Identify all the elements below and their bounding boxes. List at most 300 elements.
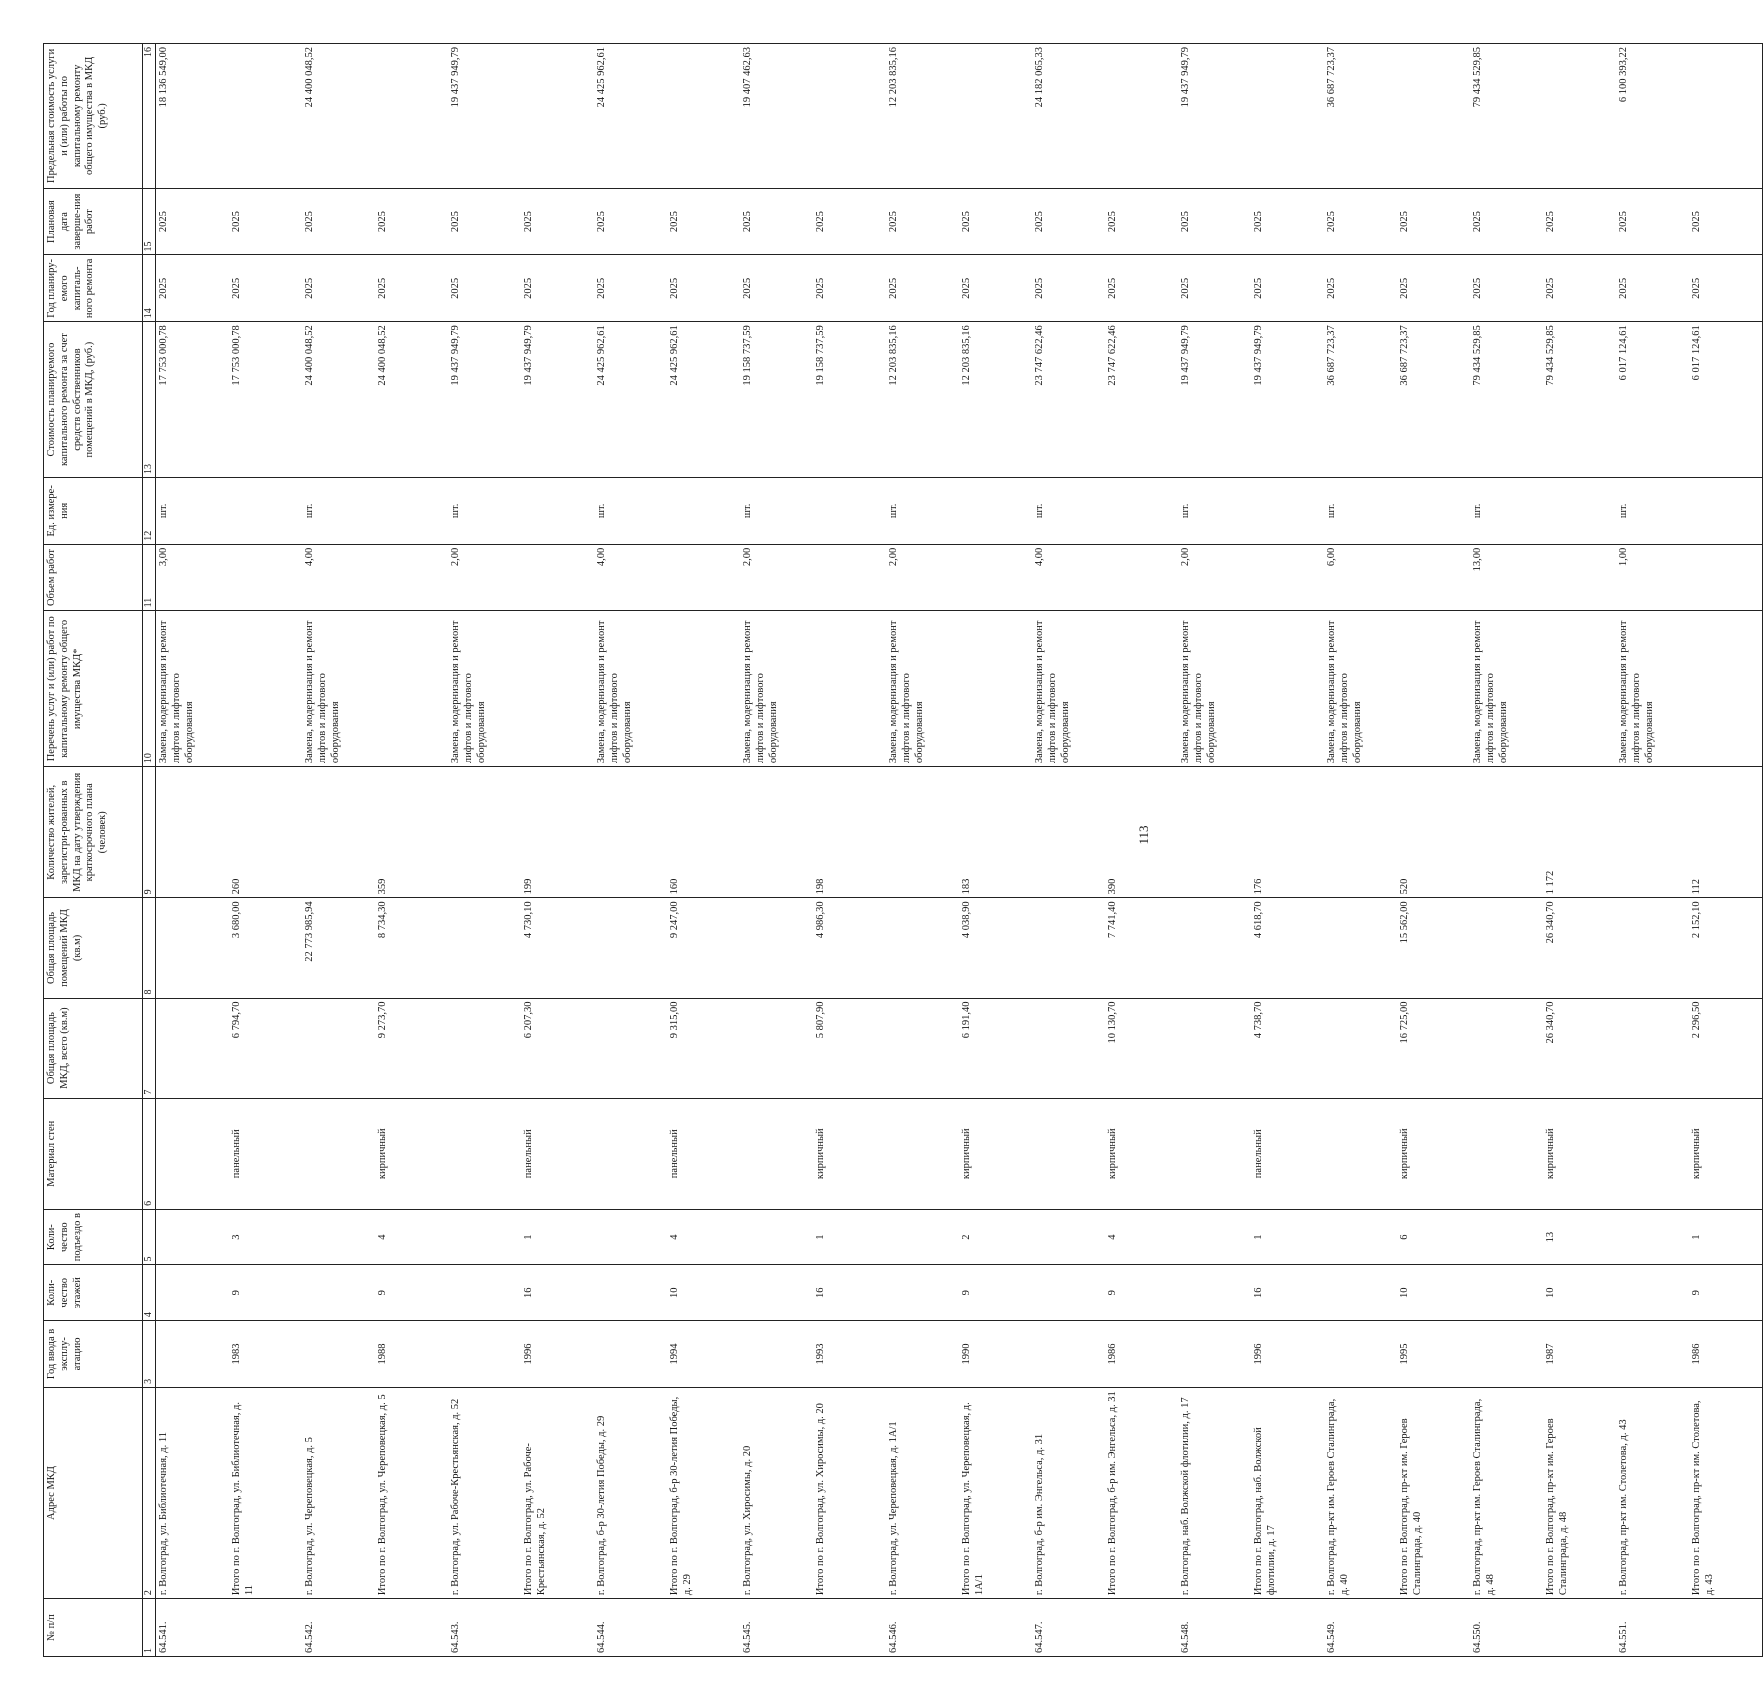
work-volume-cell bbox=[667, 544, 740, 611]
unit-cell: шт. bbox=[1324, 477, 1397, 544]
limit-cost-cell: 36 687 723,37 bbox=[1324, 44, 1397, 189]
cost-cell: 19 437 949,79 bbox=[521, 322, 594, 478]
entrances-cell: 1 bbox=[1251, 1209, 1324, 1265]
residents-cell: 112 bbox=[1689, 767, 1763, 898]
row-number bbox=[667, 1599, 740, 1657]
column-header: Коли-чество подъездо в bbox=[44, 1209, 143, 1265]
rooms-area-cell bbox=[1032, 898, 1105, 998]
limit-cost-cell bbox=[521, 44, 594, 189]
residents-cell bbox=[302, 767, 375, 898]
limit-cost-cell bbox=[1543, 44, 1616, 189]
address-cell: г. Волгоград, б-р 30-летия Победы, д. 29 bbox=[594, 1387, 667, 1598]
entrances-cell bbox=[1032, 1209, 1105, 1265]
floors-cell bbox=[1470, 1265, 1543, 1321]
rooms-area-cell bbox=[1178, 898, 1251, 998]
rooms-area-cell: 7 741,40 bbox=[1105, 898, 1178, 998]
row-number: 64.544. bbox=[594, 1599, 667, 1657]
address-cell: г. Волгоград, наб. Волжской флотилии, д. 17 bbox=[1178, 1387, 1251, 1598]
column-number: 9 bbox=[143, 767, 156, 898]
unit-cell bbox=[813, 477, 886, 544]
limit-cost-cell: 19 437 949,79 bbox=[448, 44, 521, 189]
residents-cell: 1 172 bbox=[1543, 767, 1616, 898]
wall-material-cell: кирпичный bbox=[1397, 1098, 1470, 1209]
works-list-cell bbox=[375, 611, 448, 767]
table-row bbox=[375, 44, 448, 1657]
rooms-area-cell bbox=[448, 898, 521, 998]
limit-cost-cell bbox=[1689, 44, 1763, 189]
address-cell: Итого по г. Волгоград, ул. Рабоче-Крестьянская, д. 52 bbox=[521, 1387, 594, 1598]
wall-material-cell: кирпичный bbox=[1105, 1098, 1178, 1209]
column-header: Ед. измере-ния bbox=[44, 477, 143, 544]
limit-cost-cell bbox=[1397, 44, 1470, 189]
floors-cell: 16 bbox=[813, 1265, 886, 1321]
entrances-cell bbox=[1324, 1209, 1397, 1265]
work-volume-cell: 2,00 bbox=[886, 544, 959, 611]
limit-cost-cell: 19 437 949,79 bbox=[1178, 44, 1251, 189]
end-year-cell: 2025 bbox=[959, 188, 1032, 255]
address-cell: Итого по г. Волгоград, наб. Волжской флотилии, д. 17 bbox=[1251, 1387, 1324, 1598]
entrances-cell bbox=[1470, 1209, 1543, 1265]
limit-cost-cell: 19 407 462,63 bbox=[740, 44, 813, 189]
column-number: 15 bbox=[143, 188, 156, 255]
floors-cell: 10 bbox=[667, 1265, 740, 1321]
address-cell: Итого по г. Волгоград, ул. Череповецкая, д. 1А/1 bbox=[959, 1387, 1032, 1598]
total-area-cell: 6 794,70 bbox=[229, 998, 302, 1098]
table-row bbox=[156, 44, 230, 1657]
end-year-cell: 2025 bbox=[1689, 188, 1763, 255]
limit-cost-cell: 6 100 393,22 bbox=[1616, 44, 1689, 189]
cost-cell: 24 400 048,52 bbox=[375, 322, 448, 478]
entrances-cell bbox=[594, 1209, 667, 1265]
residents-cell bbox=[448, 767, 521, 898]
cost-cell: 6 017 124,61 bbox=[1616, 322, 1689, 478]
table-row bbox=[1032, 44, 1105, 1657]
column-number: 13 bbox=[143, 322, 156, 478]
floors-cell bbox=[1178, 1265, 1251, 1321]
table-row bbox=[740, 44, 813, 1657]
address-cell: Итого по г. Волгоград, ул. Хиросимы, д. 20 bbox=[813, 1387, 886, 1598]
unit-cell: шт. bbox=[1470, 477, 1543, 544]
total-area-cell bbox=[1616, 998, 1689, 1098]
table-row bbox=[1543, 44, 1616, 1657]
work-volume-cell bbox=[229, 544, 302, 611]
wall-material-cell: кирпичный bbox=[1543, 1098, 1616, 1209]
rooms-area-cell bbox=[740, 898, 813, 998]
year-built-cell bbox=[302, 1321, 375, 1388]
table-row bbox=[813, 44, 886, 1657]
wall-material-cell: панельный bbox=[521, 1098, 594, 1209]
works-list-cell: Замена, модернизация и ремонт лифтов и лифтового оборудования bbox=[1032, 611, 1105, 767]
rooms-area-cell bbox=[594, 898, 667, 998]
column-number: 14 bbox=[143, 255, 156, 322]
address-cell: г. Волгоград, б-р им. Энгельса, д. 31 bbox=[1032, 1387, 1105, 1598]
plan-year-cell: 2025 bbox=[448, 255, 521, 322]
entrances-cell: 13 bbox=[1543, 1209, 1616, 1265]
row-number bbox=[1105, 1599, 1178, 1657]
row-number: 64.545. bbox=[740, 1599, 813, 1657]
wall-material-cell: кирпичный bbox=[813, 1098, 886, 1209]
table-row bbox=[667, 44, 740, 1657]
end-year-cell: 2025 bbox=[229, 188, 302, 255]
works-list-cell: Замена, модернизация и ремонт лифтов и лифтового оборудования bbox=[1324, 611, 1397, 767]
column-header: Количество жителей, зарегистри-рованных в МКД на дату утверждения краткосрочного плана (человек) bbox=[44, 767, 143, 898]
plan-year-cell: 2025 bbox=[1397, 255, 1470, 322]
floors-cell bbox=[156, 1265, 230, 1321]
end-year-cell: 2025 bbox=[1397, 188, 1470, 255]
end-year-cell: 2025 bbox=[1251, 188, 1324, 255]
plan-year-cell: 2025 bbox=[375, 255, 448, 322]
limit-cost-cell: 24 400 048,52 bbox=[302, 44, 375, 189]
row-number bbox=[1543, 1599, 1616, 1657]
table-row bbox=[1105, 44, 1178, 1657]
rooms-area-cell: 3 680,00 bbox=[229, 898, 302, 998]
work-volume-cell: 2,00 bbox=[1178, 544, 1251, 611]
year-built-cell bbox=[886, 1321, 959, 1388]
wall-material-cell bbox=[1470, 1098, 1543, 1209]
total-area-cell: 5 807,90 bbox=[813, 998, 886, 1098]
entrances-cell: 2 bbox=[959, 1209, 1032, 1265]
works-list-cell bbox=[1251, 611, 1324, 767]
rooms-area-cell: 4 618,70 bbox=[1251, 898, 1324, 998]
end-year-cell: 2025 bbox=[1470, 188, 1543, 255]
column-header: Плановая дата заверше-ния работ bbox=[44, 188, 143, 255]
unit-cell bbox=[375, 477, 448, 544]
entrances-cell: 1 bbox=[1689, 1209, 1763, 1265]
year-built-cell: 1996 bbox=[1251, 1321, 1324, 1388]
column-number: 10 bbox=[143, 611, 156, 767]
wall-material-cell bbox=[156, 1098, 230, 1209]
total-area-cell bbox=[740, 998, 813, 1098]
entrances-cell bbox=[448, 1209, 521, 1265]
table-row bbox=[1397, 44, 1470, 1657]
row-number: 64.551. bbox=[1616, 1599, 1689, 1657]
wall-material-cell bbox=[886, 1098, 959, 1209]
plan-year-cell: 2025 bbox=[1324, 255, 1397, 322]
cost-cell: 17 753 000,78 bbox=[156, 322, 230, 478]
works-list-cell: Замена, модернизация и ремонт лифтов и лифтового оборудования bbox=[740, 611, 813, 767]
floors-cell bbox=[302, 1265, 375, 1321]
work-volume-cell: 3,00 bbox=[156, 544, 230, 611]
end-year-cell: 2025 bbox=[302, 188, 375, 255]
work-volume-cell bbox=[813, 544, 886, 611]
total-area-cell: 6 191,40 bbox=[959, 998, 1032, 1098]
plan-year-cell: 2025 bbox=[813, 255, 886, 322]
cost-cell: 23 747 622,46 bbox=[1032, 322, 1105, 478]
column-number: 5 bbox=[143, 1209, 156, 1265]
floors-cell bbox=[594, 1265, 667, 1321]
floors-cell: 9 bbox=[229, 1265, 302, 1321]
year-built-cell bbox=[1032, 1321, 1105, 1388]
floors-cell bbox=[740, 1265, 813, 1321]
address-cell: Итого по г. Волгоград, ул. Библиотечная, д. 11 bbox=[229, 1387, 302, 1598]
row-number bbox=[813, 1599, 886, 1657]
residents-cell: 260 bbox=[229, 767, 302, 898]
limit-cost-cell bbox=[1105, 44, 1178, 189]
rooms-area-cell: 4 986,30 bbox=[813, 898, 886, 998]
limit-cost-cell bbox=[229, 44, 302, 189]
total-area-cell bbox=[156, 998, 230, 1098]
rooms-area-cell: 9 247,00 bbox=[667, 898, 740, 998]
address-cell: Итого по г. Волгоград, пр-кт им. Героев Сталинграда, д. 40 bbox=[1397, 1387, 1470, 1598]
row-number bbox=[1251, 1599, 1324, 1657]
residents-cell: 199 bbox=[521, 767, 594, 898]
end-year-cell: 2025 bbox=[1616, 188, 1689, 255]
work-volume-cell: 1,00 bbox=[1616, 544, 1689, 611]
works-list-cell: Замена, модернизация и ремонт лифтов и лифтового оборудования bbox=[594, 611, 667, 767]
works-list-cell bbox=[1543, 611, 1616, 767]
end-year-cell: 2025 bbox=[1324, 188, 1397, 255]
works-list-cell: Замена, модернизация и ремонт лифтов и лифтового оборудования bbox=[156, 611, 230, 767]
wall-material-cell: кирпичный bbox=[375, 1098, 448, 1209]
row-number bbox=[229, 1599, 302, 1657]
end-year-cell: 2025 bbox=[1105, 188, 1178, 255]
works-list-cell bbox=[1689, 611, 1763, 767]
row-number bbox=[1689, 1599, 1763, 1657]
floors-cell: 9 bbox=[1689, 1265, 1763, 1321]
works-list-cell bbox=[521, 611, 594, 767]
row-number bbox=[959, 1599, 1032, 1657]
end-year-cell: 2025 bbox=[1178, 188, 1251, 255]
residents-cell bbox=[1616, 767, 1689, 898]
floors-cell: 16 bbox=[521, 1265, 594, 1321]
plan-year-cell: 2025 bbox=[886, 255, 959, 322]
column-number: 3 bbox=[143, 1321, 156, 1388]
year-built-cell bbox=[594, 1321, 667, 1388]
year-built-cell bbox=[448, 1321, 521, 1388]
end-year-cell: 2025 bbox=[594, 188, 667, 255]
residents-cell: 183 bbox=[959, 767, 1032, 898]
rooms-area-cell: 8 734,30 bbox=[375, 898, 448, 998]
total-area-cell: 6 207,30 bbox=[521, 998, 594, 1098]
floors-cell: 10 bbox=[1543, 1265, 1616, 1321]
works-list-cell: Замена, модернизация и ремонт лифтов и лифтового оборудования bbox=[448, 611, 521, 767]
wall-material-cell bbox=[1032, 1098, 1105, 1209]
year-built-cell: 1995 bbox=[1397, 1321, 1470, 1388]
column-number: 4 bbox=[143, 1265, 156, 1321]
column-header: Год ввода в эксплу-атацию bbox=[44, 1321, 143, 1388]
unit-cell bbox=[1251, 477, 1324, 544]
year-built-cell: 1987 bbox=[1543, 1321, 1616, 1388]
address-cell: г. Волгоград, ул. Хиросимы, д. 20 bbox=[740, 1387, 813, 1598]
cost-cell: 19 158 737,59 bbox=[740, 322, 813, 478]
residents-cell bbox=[740, 767, 813, 898]
rooms-area-cell: 4 730,10 bbox=[521, 898, 594, 998]
plan-year-cell: 2025 bbox=[667, 255, 740, 322]
cost-cell: 17 753 000,78 bbox=[229, 322, 302, 478]
works-list-cell bbox=[1397, 611, 1470, 767]
unit-cell: шт. bbox=[886, 477, 959, 544]
works-list-cell bbox=[813, 611, 886, 767]
work-volume-cell bbox=[521, 544, 594, 611]
row-number bbox=[375, 1599, 448, 1657]
end-year-cell: 2025 bbox=[813, 188, 886, 255]
page-number: 113 bbox=[1136, 825, 1151, 845]
plan-year-cell: 2025 bbox=[1178, 255, 1251, 322]
total-area-cell bbox=[1032, 998, 1105, 1098]
year-built-cell bbox=[1324, 1321, 1397, 1388]
total-area-cell bbox=[594, 998, 667, 1098]
unit-cell bbox=[1689, 477, 1763, 544]
unit-cell: шт. bbox=[740, 477, 813, 544]
work-volume-cell bbox=[1251, 544, 1324, 611]
floors-cell bbox=[1324, 1265, 1397, 1321]
unit-cell bbox=[229, 477, 302, 544]
address-cell: г. Волгоград, ул. Череповецкая, д. 5 bbox=[302, 1387, 375, 1598]
row-number: 64.542. bbox=[302, 1599, 375, 1657]
limit-cost-cell: 24 182 065,33 bbox=[1032, 44, 1105, 189]
works-list-cell: Замена, модернизация и ремонт лифтов и лифтового оборудования bbox=[1178, 611, 1251, 767]
year-built-cell: 1994 bbox=[667, 1321, 740, 1388]
entrances-cell: 1 bbox=[521, 1209, 594, 1265]
wall-material-cell: панельный bbox=[1251, 1098, 1324, 1209]
plan-year-cell: 2025 bbox=[229, 255, 302, 322]
row-number: 64.547. bbox=[1032, 1599, 1105, 1657]
wall-material-cell bbox=[1178, 1098, 1251, 1209]
unit-cell: шт. bbox=[302, 477, 375, 544]
rooms-area-cell: 4 038,90 bbox=[959, 898, 1032, 998]
works-list-cell: Замена, модернизация и ремонт лифтов и лифтового оборудования bbox=[1470, 611, 1543, 767]
row-number: 64.546. bbox=[886, 1599, 959, 1657]
floors-cell: 9 bbox=[375, 1265, 448, 1321]
cost-cell: 12 203 835,16 bbox=[959, 322, 1032, 478]
unit-cell bbox=[959, 477, 1032, 544]
wall-material-cell bbox=[448, 1098, 521, 1209]
limit-cost-cell bbox=[813, 44, 886, 189]
work-volume-cell bbox=[375, 544, 448, 611]
table-row bbox=[229, 44, 302, 1657]
residents-cell bbox=[1178, 767, 1251, 898]
unit-cell: шт. bbox=[594, 477, 667, 544]
total-area-cell bbox=[302, 998, 375, 1098]
wall-material-cell: кирпичный bbox=[1689, 1098, 1763, 1209]
cost-cell: 24 425 962,61 bbox=[667, 322, 740, 478]
limit-cost-cell bbox=[1251, 44, 1324, 189]
floors-cell: 9 bbox=[1105, 1265, 1178, 1321]
limit-cost-cell: 24 425 962,61 bbox=[594, 44, 667, 189]
column-header: Объем работ bbox=[44, 544, 143, 611]
residents-cell: 520 bbox=[1397, 767, 1470, 898]
year-built-cell bbox=[740, 1321, 813, 1388]
end-year-cell: 2025 bbox=[521, 188, 594, 255]
end-year-cell: 2025 bbox=[667, 188, 740, 255]
floors-cell bbox=[1032, 1265, 1105, 1321]
total-area-cell: 9 273,70 bbox=[375, 998, 448, 1098]
column-header: Стоимость планируемого капитального ремонта за счет средств собственников помещений в МКД, (руб.) bbox=[44, 322, 143, 478]
work-volume-cell: 13,00 bbox=[1470, 544, 1543, 611]
table-row bbox=[302, 44, 375, 1657]
end-year-cell: 2025 bbox=[1032, 188, 1105, 255]
work-volume-cell: 2,00 bbox=[740, 544, 813, 611]
row-number: 64.550. bbox=[1470, 1599, 1543, 1657]
unit-cell: шт. bbox=[1616, 477, 1689, 544]
residents-cell bbox=[886, 767, 959, 898]
total-area-cell: 9 315,00 bbox=[667, 998, 740, 1098]
residents-cell: 390 bbox=[1105, 767, 1178, 898]
row-number bbox=[1397, 1599, 1470, 1657]
total-area-cell: 2 296,50 bbox=[1689, 998, 1763, 1098]
column-header: Предельная стоимость услуги и (или) работы по капитальному ремонту общего имущества в МКД (руб.) bbox=[44, 44, 143, 189]
column-header: № п/п bbox=[44, 1599, 143, 1657]
entrances-cell bbox=[302, 1209, 375, 1265]
limit-cost-cell bbox=[375, 44, 448, 189]
address-cell: Итого по г. Волгоград, б-р им. Энгельса, д. 31 bbox=[1105, 1387, 1178, 1598]
entrances-cell: 6 bbox=[1397, 1209, 1470, 1265]
wall-material-cell: панельный bbox=[667, 1098, 740, 1209]
total-area-cell: 26 340,70 bbox=[1543, 998, 1616, 1098]
floors-cell bbox=[448, 1265, 521, 1321]
end-year-cell: 2025 bbox=[156, 188, 230, 255]
limit-cost-cell: 79 434 529,85 bbox=[1470, 44, 1543, 189]
row-number bbox=[521, 1599, 594, 1657]
entrances-cell: 4 bbox=[1105, 1209, 1178, 1265]
rooms-area-cell: 15 562,00 bbox=[1397, 898, 1470, 998]
column-number: 7 bbox=[143, 998, 156, 1098]
floors-cell: 16 bbox=[1251, 1265, 1324, 1321]
year-built-cell: 1986 bbox=[1689, 1321, 1763, 1388]
total-area-cell bbox=[1178, 998, 1251, 1098]
column-number: 12 bbox=[143, 477, 156, 544]
plan-year-cell: 2025 bbox=[740, 255, 813, 322]
year-built-cell bbox=[1178, 1321, 1251, 1388]
work-volume-cell: 4,00 bbox=[302, 544, 375, 611]
table-row bbox=[1616, 44, 1689, 1657]
entrances-cell: 1 bbox=[813, 1209, 886, 1265]
table-row bbox=[448, 44, 521, 1657]
table-row bbox=[1178, 44, 1251, 1657]
plan-year-cell: 2025 bbox=[1251, 255, 1324, 322]
entrances-cell bbox=[156, 1209, 230, 1265]
cost-cell: 36 687 723,37 bbox=[1397, 322, 1470, 478]
year-built-cell bbox=[156, 1321, 230, 1388]
works-list-cell bbox=[667, 611, 740, 767]
wall-material-cell: кирпичный bbox=[959, 1098, 1032, 1209]
work-volume-cell bbox=[1397, 544, 1470, 611]
address-cell: г. Волгоград, ул. Рабоче-Крестьянская, д. 52 bbox=[448, 1387, 521, 1598]
address-cell: г. Волгоград, пр-кт им. Героев Сталинграда, д. 48 bbox=[1470, 1387, 1543, 1598]
cost-cell: 19 158 737,59 bbox=[813, 322, 886, 478]
entrances-cell bbox=[1178, 1209, 1251, 1265]
residents-cell: 359 bbox=[375, 767, 448, 898]
year-built-cell: 1988 bbox=[375, 1321, 448, 1388]
capital-repair-table bbox=[43, 43, 1763, 1657]
row-number: 64.541. bbox=[156, 1599, 230, 1657]
year-built-cell: 1993 bbox=[813, 1321, 886, 1388]
plan-year-cell: 2025 bbox=[1105, 255, 1178, 322]
residents-cell: 176 bbox=[1251, 767, 1324, 898]
cost-cell: 19 437 949,79 bbox=[448, 322, 521, 478]
address-cell: Итого по г. Волгоград, пр-кт им. Столетова, д. 43 bbox=[1689, 1387, 1763, 1598]
work-volume-cell bbox=[959, 544, 1032, 611]
rooms-area-cell bbox=[1616, 898, 1689, 998]
table-row bbox=[521, 44, 594, 1657]
residents-cell: 160 bbox=[667, 767, 740, 898]
unit-cell: шт. bbox=[156, 477, 230, 544]
entrances-cell: 4 bbox=[667, 1209, 740, 1265]
table-body bbox=[156, 44, 1763, 1657]
work-volume-cell: 4,00 bbox=[594, 544, 667, 611]
rooms-area-cell bbox=[156, 898, 230, 998]
cost-cell: 24 400 048,52 bbox=[302, 322, 375, 478]
table-row bbox=[1689, 44, 1763, 1657]
end-year-cell: 2025 bbox=[1543, 188, 1616, 255]
total-area-cell: 10 130,70 bbox=[1105, 998, 1178, 1098]
row-number: 64.548. bbox=[1178, 1599, 1251, 1657]
entrances-cell: 3 bbox=[229, 1209, 302, 1265]
unit-cell: шт. bbox=[1178, 477, 1251, 544]
total-area-cell bbox=[1324, 998, 1397, 1098]
end-year-cell: 2025 bbox=[375, 188, 448, 255]
rooms-area-cell bbox=[1324, 898, 1397, 998]
